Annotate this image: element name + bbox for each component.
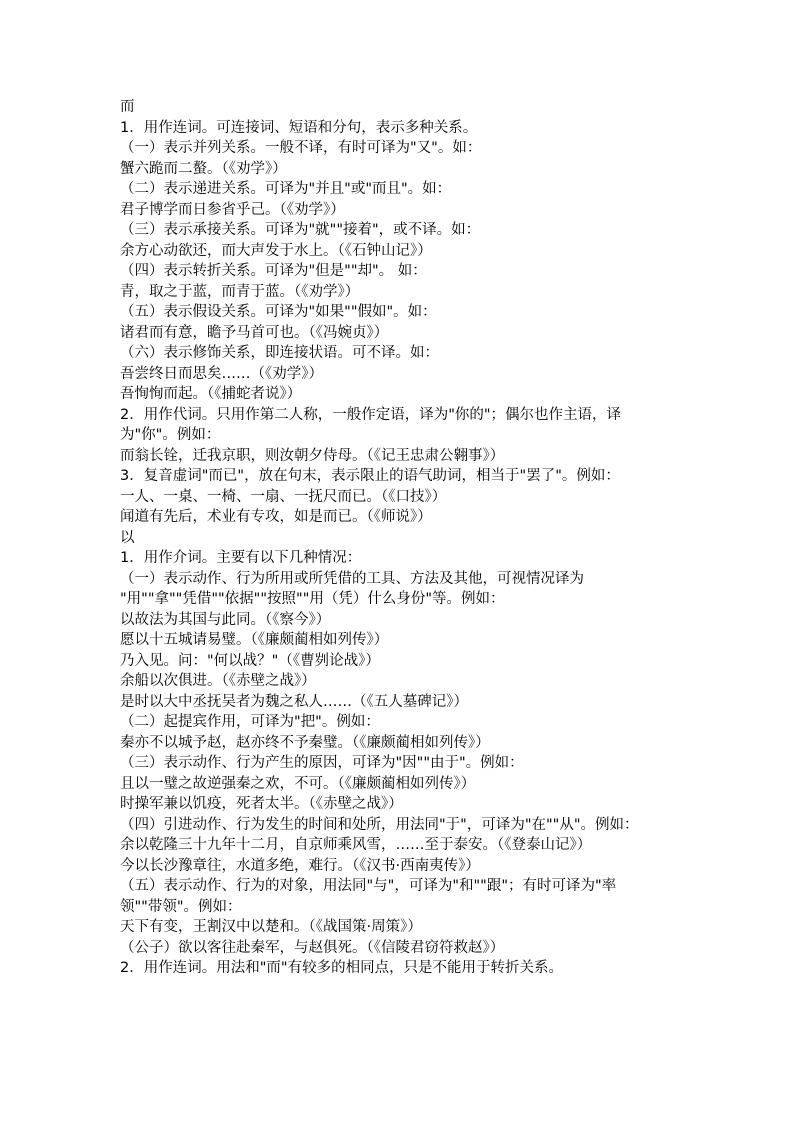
text-line: 余方心动欲还，而大声发于水上。（《石钟山记》） <box>120 242 432 259</box>
heading-yi: 以 <box>120 529 135 546</box>
text-line: （四）表示转折关系。可译为"但是""却"。 如： <box>120 263 427 279</box>
text-line: 吾恂恂而起。（《捕蛇者说》） <box>120 386 302 402</box>
text-line: 且以一璧之故逆强秦之欢，不可。（《廉颇蔺相如列传》） <box>120 775 476 792</box>
text-line: （二）表示递进关系。可译为"并且"或"而且"。如： <box>120 181 452 197</box>
text-line: "用""拿""凭借""依据""按照""用（凭）什么身份"等。例如： <box>120 591 505 607</box>
text-line: 秦亦不以城予赵，赵亦终不予秦璧。（《廉颇蔺相如列传》） <box>120 734 490 751</box>
text-line: 以故法为其国与此同。（《察今》） <box>120 611 331 628</box>
text-line: （四）引进动作、行为发生的时间和处所，用法同"于"，可译为"在""从"。例如： <box>120 816 639 833</box>
text-line: （一）表示动作、行为所用或所凭借的工具、方法及其他，可视情况译为 <box>120 570 584 587</box>
text-line: 1．用作连词。可连接词、短语和分句，表示多种关系。 <box>120 119 478 136</box>
text-line: 领""带领"。例如： <box>120 898 242 915</box>
text-line: （三）表示承接关系。可译为"就""接着"，或不译。如： <box>120 222 481 238</box>
text-line: 天下有变，王割汉中以楚和。（《战国策·周策》） <box>120 919 422 935</box>
text-line: （二）起提宾作用，可译为"把"。例如： <box>120 714 380 730</box>
text-line: （公子）欲以客往赴秦军，与赵俱死。（《信陵君窃符救赵》） <box>120 939 505 956</box>
text-line: （一）表示并列关系。一般不译，有时可译为"又"。如： <box>120 140 482 156</box>
text-line: 青，取之于蓝，而青于蓝。（《劝学》） <box>120 283 360 300</box>
text-line: 时操军兼以饥疫，死者太半。（《赤壁之战》） <box>120 796 403 812</box>
text-line: （五）表示假设关系。可译为"如果""假如"。如： <box>120 304 437 320</box>
text-line: 而翁长铨，迁我京职，则汝朝夕侍母。（《记王忠肃公翱事》） <box>120 447 505 464</box>
text-line: 3．复音虚词"而已"，放在句末，表示限止的语气助词，相当于"罢了"。例如： <box>120 468 620 484</box>
text-line: 1．用作介词。主要有以下几种情况： <box>120 550 362 566</box>
text-line: （五）表示动作、行为的对象，用法同"与"，可译为"和""跟"；有时可译为"率 <box>120 878 617 894</box>
text-line: 乃入见。问："何以战？"（《曹刿论战》） <box>120 652 380 669</box>
text-line: 吾尝终日而思矣……（《劝学》） <box>120 365 323 382</box>
text-line: 君子博学而日参省乎己。（《劝学》） <box>120 201 345 218</box>
text-line: 为"你"。例如： <box>120 427 221 443</box>
text-line: 是时以大中丞抚吴者为魏之私人……（《五人墓碑记》） <box>120 693 468 710</box>
text-line: 愿以十五城请易璧。（《廉颇蔺相如列传》） <box>120 632 389 648</box>
heading-er: 而 <box>120 99 135 115</box>
text-line: （三）表示动作、行为产生的原因，可译为"因""由于"。例如： <box>120 755 524 771</box>
text-line: 余以乾隆三十九年十二月，自京师乘风雪，……至于泰安。（《登泰山记》） <box>120 837 592 853</box>
text-line: 今以长沙豫章往，水道多绝，难行。（《汉书·西南夷传》） <box>120 857 480 874</box>
text-line: 闻道有先后，术业有专攻，如是而已。（《师说》） <box>120 509 432 525</box>
text-line: 蟹六跪而二螯。（《劝学》） <box>120 160 287 177</box>
text-line: 一人、一桌、一椅、一扇、一抚尺而已。（《口技》） <box>120 488 447 505</box>
document-body <box>120 97 680 979</box>
text-line: 2．用作连词。用法和"而"有较多的相同点，只是不能用于转折关系。 <box>120 960 564 976</box>
text-line: 诸君而有意，瞻予马首可也。（《冯婉贞》） <box>120 324 389 341</box>
text-line: 余船以次俱进。（《赤壁之战》） <box>120 673 316 689</box>
text-line: 2．用作代词。只用作第二人称，一般作定语，译为"你的"；偶尔也作主语，译 <box>120 406 622 423</box>
text-line: （六）表示修饰关系，即连接状语。可不译。如： <box>120 345 439 361</box>
